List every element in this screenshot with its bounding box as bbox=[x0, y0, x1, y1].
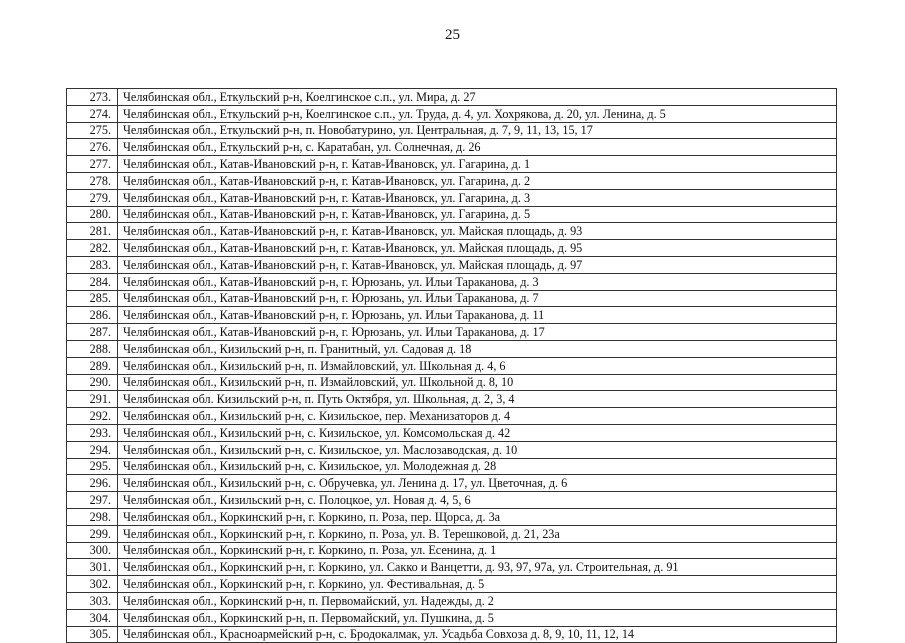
row-number: 276. bbox=[67, 139, 118, 156]
table-row bbox=[67, 441, 837, 458]
table-row bbox=[67, 240, 837, 257]
row-number: 300. bbox=[67, 542, 118, 559]
row-number: 289. bbox=[67, 357, 118, 374]
row-number: 278. bbox=[67, 172, 118, 189]
row-number: 287. bbox=[67, 324, 118, 341]
row-address: Челябинская обл., Кизильский р-н, с. Полоцкое, ул. Новая д. 4, 5, 6 bbox=[118, 492, 837, 509]
table-row bbox=[67, 626, 837, 643]
row-number: 298. bbox=[67, 508, 118, 525]
row-address: Челябинская обл., Еткульский р-н, Коелгинское с.п., ул. Труда, д. 4, ул. Хохрякова, д. 20, ул. Ленина, д. 5 bbox=[118, 105, 837, 122]
row-number: 280. bbox=[67, 206, 118, 223]
row-address: Челябинская обл., Кизильский р-н, с. Кизильское, ул. Маслозаводская, д. 10 bbox=[118, 441, 837, 458]
row-address: Челябинская обл., Кизильский р-н, п. Гранитный, ул. Садовая д. 18 bbox=[118, 340, 837, 357]
row-number: 286. bbox=[67, 307, 118, 324]
row-address: Челябинская обл., Катав-Ивановский р-н, г. Катав-Ивановск, ул. Гагарина, д. 1 bbox=[118, 156, 837, 173]
table-row bbox=[67, 508, 837, 525]
table-row bbox=[67, 223, 837, 240]
table-row bbox=[67, 576, 837, 593]
row-address: Челябинская обл., Еткульский р-н, с. Каратабан, ул. Солнечная, д. 26 bbox=[118, 139, 837, 156]
table-row bbox=[67, 290, 837, 307]
table-row bbox=[67, 374, 837, 391]
row-address: Челябинская обл., Кизильский р-н, с. Кизильское, ул. Молодежная д. 28 bbox=[118, 458, 837, 475]
row-number: 275. bbox=[67, 122, 118, 139]
row-number: 304. bbox=[67, 609, 118, 626]
table-row bbox=[67, 391, 837, 408]
row-number: 274. bbox=[67, 105, 118, 122]
row-address: Челябинская обл., Кизильский р-н, с. Кизильское, пер. Механизаторов д. 4 bbox=[118, 408, 837, 425]
row-number: 303. bbox=[67, 592, 118, 609]
table-row bbox=[67, 189, 837, 206]
table-row bbox=[67, 307, 837, 324]
row-address: Челябинская обл., Еткульский р-н, Коелгинское с.п., ул. Мира, д. 27 bbox=[118, 89, 837, 106]
table-row bbox=[67, 340, 837, 357]
table-row bbox=[67, 475, 837, 492]
row-number: 282. bbox=[67, 240, 118, 257]
row-number: 284. bbox=[67, 273, 118, 290]
table-row bbox=[67, 256, 837, 273]
row-address: Челябинская обл., Катав-Ивановский р-н, г. Юрюзань, ул. Ильи Тараканова, д. 11 bbox=[118, 307, 837, 324]
row-number: 288. bbox=[67, 340, 118, 357]
table-row bbox=[67, 89, 837, 106]
row-number: 273. bbox=[67, 89, 118, 106]
row-address: Челябинская обл., Коркинский р-н, п. Первомайский, ул. Пушкина, д. 5 bbox=[118, 609, 837, 626]
table-row bbox=[67, 458, 837, 475]
row-number: 279. bbox=[67, 189, 118, 206]
table-row bbox=[67, 525, 837, 542]
row-number: 295. bbox=[67, 458, 118, 475]
row-address: Челябинская обл., Коркинский р-н, п. Первомайский, ул. Надежды, д. 2 bbox=[118, 592, 837, 609]
row-address: Челябинская обл., Катав-Ивановский р-н, г. Юрюзань, ул. Ильи Тараканова, д. 3 bbox=[118, 273, 837, 290]
row-address: Челябинская обл., Катав-Ивановский р-н, г. Катав-Ивановск, ул. Гагарина, д. 3 bbox=[118, 189, 837, 206]
table-row bbox=[67, 156, 837, 173]
row-address: Челябинская обл., Коркинский р-н, г. Коркино, п. Роза, пер. Щорса, д. 3а bbox=[118, 508, 837, 525]
table-row bbox=[67, 542, 837, 559]
table-row bbox=[67, 324, 837, 341]
table-row bbox=[67, 609, 837, 626]
row-address: Челябинская обл., Катав-Ивановский р-н, г. Юрюзань, ул. Ильи Тараканова, д. 17 bbox=[118, 324, 837, 341]
table-row bbox=[67, 559, 837, 576]
row-address: Челябинская обл., Кизильский р-н, п. Измайловский, ул. Школьная д. 4, 6 bbox=[118, 357, 837, 374]
row-address: Челябинская обл., Катав-Ивановский р-н, г. Катав-Ивановск, ул. Майская площадь, д. 95 bbox=[118, 240, 837, 257]
row-number: 293. bbox=[67, 424, 118, 441]
row-address: Челябинская обл., Красноармейский р-н, с. Бродокалмак, ул. Усадьба Совхоза д. 8, 9, 10, 11, 12, 14 bbox=[118, 626, 837, 643]
row-address: Челябинская обл., Катав-Ивановский р-н, г. Катав-Ивановск, ул. Гагарина, д. 5 bbox=[118, 206, 837, 223]
row-number: 301. bbox=[67, 559, 118, 576]
address-table-body bbox=[67, 89, 837, 643]
row-address: Челябинская обл., Коркинский р-н, г. Коркино, п. Роза, ул. Есенина, д. 1 bbox=[118, 542, 837, 559]
row-number: 294. bbox=[67, 441, 118, 458]
row-number: 299. bbox=[67, 525, 118, 542]
table-row bbox=[67, 273, 837, 290]
table-row bbox=[67, 592, 837, 609]
table-row bbox=[67, 139, 837, 156]
row-address: Челябинская обл., Катав-Ивановский р-н, г. Катав-Ивановск, ул. Гагарина, д. 2 bbox=[118, 172, 837, 189]
row-address: Челябинская обл., Катав-Ивановский р-н, г. Катав-Ивановск, ул. Майская площадь, д. 97 bbox=[118, 256, 837, 273]
row-number: 281. bbox=[67, 223, 118, 240]
row-number: 283. bbox=[67, 256, 118, 273]
row-number: 297. bbox=[67, 492, 118, 509]
row-address: Челябинская обл., Кизильский р-н, п. Измайловский, ул. Школьной д. 8, 10 bbox=[118, 374, 837, 391]
table-row bbox=[67, 206, 837, 223]
row-number: 285. bbox=[67, 290, 118, 307]
row-address: Челябинская обл., Кизильский р-н, с. Кизильское, ул. Комсомольская д. 42 bbox=[118, 424, 837, 441]
row-number: 277. bbox=[67, 156, 118, 173]
row-number: 305. bbox=[67, 626, 118, 643]
row-address: Челябинская обл., Коркинский р-н, г. Коркино, ул. Фестивальная, д. 5 bbox=[118, 576, 837, 593]
table-row bbox=[67, 172, 837, 189]
row-address: Челябинская обл., Еткульский р-н, п. Новобатурино, ул. Центральная, д. 7, 9, 11, 13, 15, 17 bbox=[118, 122, 837, 139]
table-row bbox=[67, 105, 837, 122]
table-row bbox=[67, 357, 837, 374]
row-address: Челябинская обл., Катав-Ивановский р-н, г. Катав-Ивановск, ул. Майская площадь, д. 93 bbox=[118, 223, 837, 240]
row-address: Челябинская обл., Коркинский р-н, г. Коркино, п. Роза, ул. В. Терешковой, д. 21, 23а bbox=[118, 525, 837, 542]
row-address: Челябинская обл., Коркинский р-н, г. Коркино, ул. Сакко и Ванцетти, д. 93, 97, 97а, ул. Строительная, д. 91 bbox=[118, 559, 837, 576]
row-address: Челябинская обл., Катав-Ивановский р-н, г. Юрюзань, ул. Ильи Тараканова, д. 7 bbox=[118, 290, 837, 307]
row-address: Челябинская обл. Кизильский р-н, п. Путь Октября, ул. Школьная, д. 2, 3, 4 bbox=[118, 391, 837, 408]
table-row bbox=[67, 492, 837, 509]
row-number: 290. bbox=[67, 374, 118, 391]
address-table bbox=[66, 88, 837, 643]
table-row bbox=[67, 122, 837, 139]
table-row bbox=[67, 424, 837, 441]
row-address: Челябинская обл., Кизильский р-н, с. Обручевка, ул. Ленина д. 17, ул. Цветочная, д. 6 bbox=[118, 475, 837, 492]
table-row bbox=[67, 408, 837, 425]
row-number: 302. bbox=[67, 576, 118, 593]
page-number: 25 bbox=[445, 27, 460, 43]
row-number: 292. bbox=[67, 408, 118, 425]
row-number: 296. bbox=[67, 475, 118, 492]
row-number: 291. bbox=[67, 391, 118, 408]
